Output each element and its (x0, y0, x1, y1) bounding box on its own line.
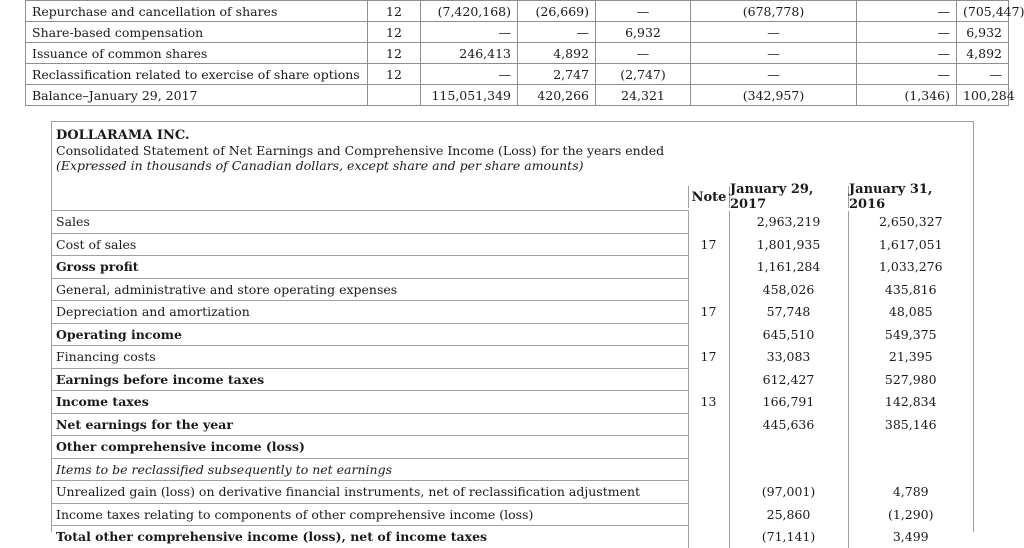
statement-value-2017: 458,026 (729, 278, 848, 301)
statement-row-label: Total other comprehensive income (loss), net of income taxes (52, 526, 688, 548)
equity-cell-contributed-surplus: (2,747) (596, 64, 691, 85)
statement-row-label: Earnings before income taxes (52, 368, 688, 391)
statement-row-note (688, 256, 729, 279)
statement-row (52, 346, 973, 369)
statement-row-note (688, 458, 729, 481)
statement-value-2016: 549,375 (848, 323, 973, 346)
equity-cell-shares: — (421, 64, 518, 85)
statement-row-label: Gross profit (52, 256, 688, 279)
statement-row-label: Items to be reclassified subsequently to net earnings (52, 458, 688, 481)
statement-value-2017: (97,001) (729, 481, 848, 504)
statement-row-note: 17 (688, 233, 729, 256)
equity-row (26, 1, 1009, 22)
statement-row (52, 233, 973, 256)
statement-row-note (688, 368, 729, 391)
statement-value-2016: 1,617,051 (848, 233, 973, 256)
statement-row-label: Income taxes (52, 391, 688, 414)
equity-cell-contributed-surplus: — (596, 43, 691, 64)
statement-value-2016: 3,499 (848, 526, 973, 548)
statement-value-2017: 645,510 (729, 323, 848, 346)
statement-value-2016: 48,085 (848, 301, 973, 324)
statement-row-note (688, 413, 729, 436)
income-statement (51, 121, 974, 545)
statement-row-note (688, 526, 729, 548)
equity-cell-share-capital: 420,266 (518, 85, 596, 106)
statement-row (52, 503, 973, 526)
equity-row-label: Repurchase and cancellation of shares (26, 1, 368, 22)
statement-value-2017: 612,427 (729, 368, 848, 391)
statement-row-label: Net earnings for the year (52, 413, 688, 436)
statement-value-2016: 385,146 (848, 413, 973, 436)
statement-value-2017: 57,748 (729, 301, 848, 324)
statement-value-2016 (848, 436, 973, 459)
statement-value-2017: 445,636 (729, 413, 848, 436)
equity-cell-share-capital: 4,892 (518, 43, 596, 64)
column-header-2017: January 29, 2017 (729, 186, 848, 208)
statement-row-note (688, 278, 729, 301)
statement-value-2017: 166,791 (729, 391, 848, 414)
statement-row-note (688, 323, 729, 346)
statement-row (52, 211, 973, 234)
statement-value-2017: 33,083 (729, 346, 848, 369)
statement-row (52, 458, 973, 481)
equity-table (25, 0, 1024, 106)
equity-cell-share-capital: — (518, 22, 596, 43)
statement-value-2016: 21,395 (848, 346, 973, 369)
statement-value-2017 (729, 436, 848, 459)
equity-row-note (368, 85, 421, 106)
equity-cell-total: 4,892 (957, 43, 1009, 64)
statement-row-note (688, 481, 729, 504)
equity-row-note: 12 (368, 43, 421, 64)
company-name: DOLLARAMA INC. (56, 128, 190, 143)
statement-row-label: Depreciation and amortization (52, 301, 688, 324)
equity-cell-contributed-surplus: — (596, 1, 691, 22)
statement-value-2017 (729, 458, 848, 481)
equity-row-label: Balance–January 29, 2017 (26, 85, 368, 106)
statement-row (52, 413, 973, 436)
equity-cell-aoci: — (857, 43, 957, 64)
column-header-note: Note (688, 186, 729, 208)
statement-row-label: Operating income (52, 323, 688, 346)
statement-row (52, 481, 973, 504)
statement-row (52, 526, 973, 548)
equity-cell-shares: (7,420,168) (421, 1, 518, 22)
statement-value-2016: (1,290) (848, 503, 973, 526)
equity-row (26, 22, 1009, 43)
statement-value-2016: 1,033,276 (848, 256, 973, 279)
equity-row (26, 43, 1009, 64)
statement-row-label: General, administrative and store operating expenses (52, 278, 688, 301)
statement-row-note: 17 (688, 301, 729, 324)
equity-row-note: 12 (368, 1, 421, 22)
equity-cell-aoci: — (857, 22, 957, 43)
equity-cell-deficit: (342,957) (691, 85, 857, 106)
statement-subtitle: (Expressed in thousands of Canadian dollars, except share and per share amounts) (56, 158, 584, 173)
equity-row-label: Issuance of common shares (26, 43, 368, 64)
statement-value-2016 (848, 458, 973, 481)
equity-cell-share-capital: 2,747 (518, 64, 596, 85)
statement-row-note (688, 503, 729, 526)
statement-value-2016: 4,789 (848, 481, 973, 504)
equity-cell-share-capital: (26,669) (518, 1, 596, 22)
equity-cell-contributed-surplus: 24,321 (596, 85, 691, 106)
column-header-2016: January 31, 2016 (848, 186, 972, 208)
statement-row (52, 278, 973, 301)
equity-row-note: 12 (368, 64, 421, 85)
statement-row-label: Financing costs (52, 346, 688, 369)
statement-row-note (688, 211, 729, 234)
equity-cell-shares: 115,051,349 (421, 85, 518, 106)
statement-row (52, 436, 973, 459)
equity-cell-aoci: (1,346) (857, 85, 957, 106)
statement-row (52, 323, 973, 346)
equity-row (26, 64, 1009, 85)
statement-row (52, 256, 973, 279)
statement-row-label: Sales (52, 211, 688, 234)
equity-cell-contributed-surplus: 6,932 (596, 22, 691, 43)
equity-cell-deficit: (678,778) (691, 1, 857, 22)
statement-value-2017: 25,860 (729, 503, 848, 526)
equity-cell-total: — (957, 64, 1009, 85)
equity-cell-aoci: — (857, 1, 957, 22)
equity-cell-total: 6,932 (957, 22, 1009, 43)
statement-value-2017: 1,161,284 (729, 256, 848, 279)
equity-cell-shares: 246,413 (421, 43, 518, 64)
statement-value-2017: 1,801,935 (729, 233, 848, 256)
statement-value-2016: 435,816 (848, 278, 973, 301)
statement-row-note: 17 (688, 346, 729, 369)
equity-cell-total: (705,447) (957, 1, 1009, 22)
statement-row-label: Other comprehensive income (loss) (52, 436, 688, 459)
statement-value-2016: 142,834 (848, 391, 973, 414)
equity-row-label: Reclassification related to exercise of share options (26, 64, 368, 85)
equity-row-note: 12 (368, 22, 421, 43)
statement-header (56, 128, 664, 173)
equity-cell-total: 100,284 (957, 85, 1009, 106)
equity-cell-shares: — (421, 22, 518, 43)
equity-cell-deficit: — (691, 64, 857, 85)
statement-title: Consolidated Statement of Net Earnings and Comprehensive Income (Loss) for the years ended (56, 143, 665, 158)
equity-row (26, 85, 1009, 106)
statement-value-2016: 2,650,327 (848, 211, 973, 234)
statement-row-label: Unrealized gain (loss) on derivative financial instruments, net of reclassification adjustment (52, 481, 688, 504)
statement-row-note (688, 436, 729, 459)
statement-value-2017: 2,963,219 (729, 211, 848, 234)
statement-row (52, 368, 973, 391)
equity-cell-deficit: — (691, 22, 857, 43)
statement-row-note: 13 (688, 391, 729, 414)
income-statement-table (52, 210, 973, 548)
statement-row-label: Cost of sales (52, 233, 688, 256)
equity-cell-deficit: — (691, 43, 857, 64)
statement-value-2017: (71,141) (729, 526, 848, 548)
statement-row-label: Income taxes relating to components of other comprehensive income (loss) (52, 503, 688, 526)
statement-value-2016: 527,980 (848, 368, 973, 391)
equity-row-label: Share-based compensation (26, 22, 368, 43)
equity-cell-aoci: — (857, 64, 957, 85)
statement-row (52, 301, 973, 324)
statement-row (52, 391, 973, 414)
